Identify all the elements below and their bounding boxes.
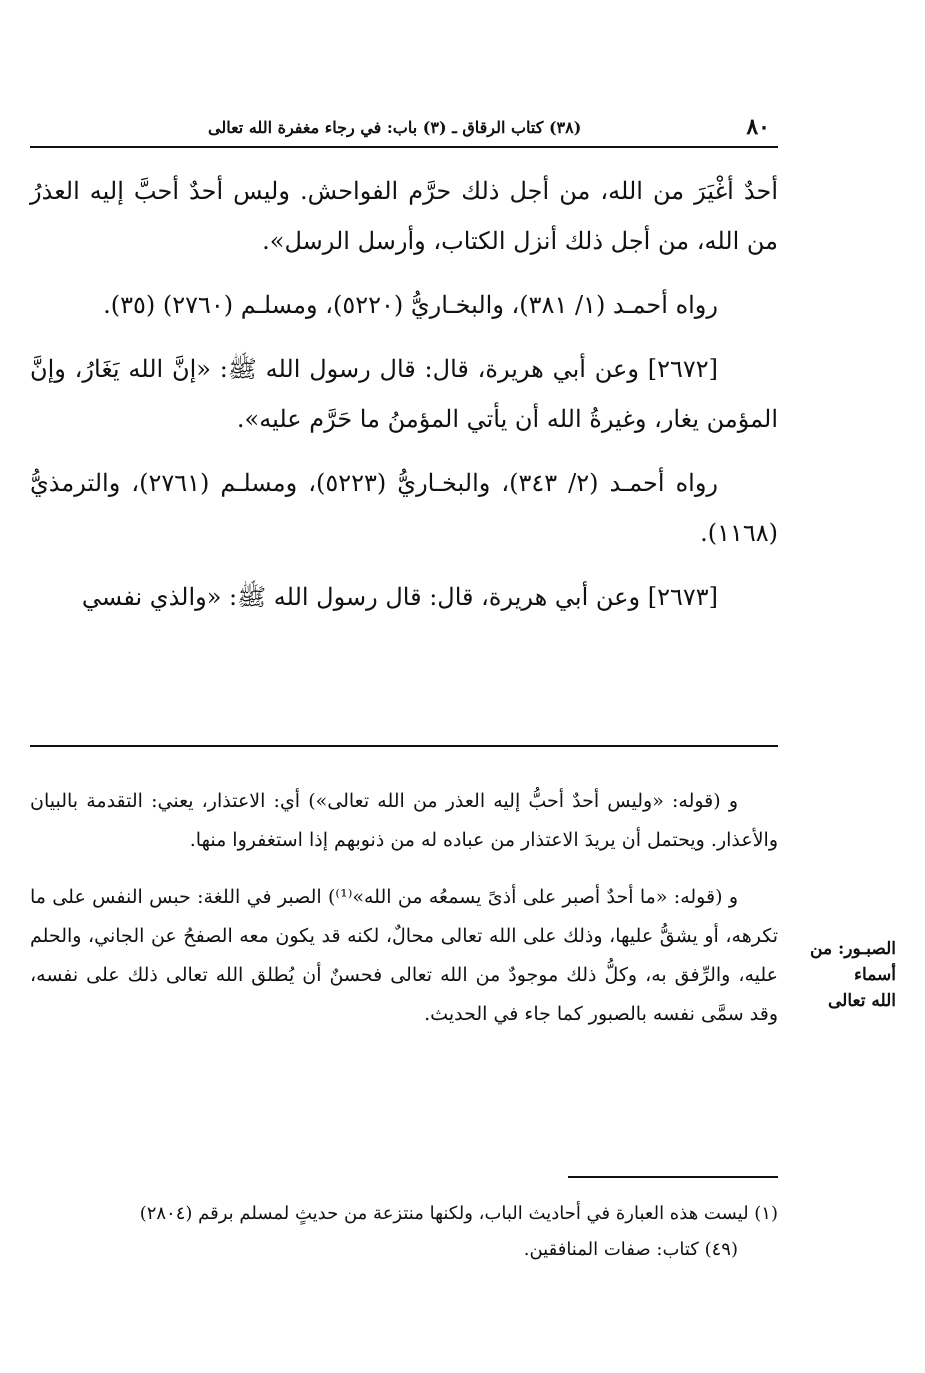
main-commentary-divider: [30, 745, 778, 747]
hadith-text-continued: أحدٌ أغْيَرَ من الله، من أجل ذلك حرَّم الفواحش. وليس أحدٌ أحبَّ إليه العذرُ من الله، من أجل ذلك أنزل الكتاب، وأرسل الرسل».: [30, 177, 778, 255]
commentary-paragraph: و (قوله: «وليس أحدٌ أحبُّ إليه العذر من الله تعالى») أي: الاعتذار، يعني: التقدمة بالبيان والأعذار. ويحتمل أن يريدَ الاعتذار من عباده له من ذنوبهم إذا استغفروا منها.: [30, 790, 778, 851]
hadith-source: رواه أحمـد (٢/ ٣٤٣)، والبخـاريُّ (٥٢٢٣)، ومسلـم (٢٧٦١)، والترمذيُّ (١١٦٨).: [30, 469, 778, 547]
hadith-source: رواه أحمـد (١/ ٣٨١)، والبخـاريُّ (٥٢٢٠)، ومسلـم (٢٧٦٠) (٣٥).: [103, 291, 718, 319]
footnote: [30, 1196, 778, 1268]
hadith-2673: [٢٦٧٣] وعن أبي هريرة، قال: قال رسول الله ﷺ: «والذي نفسي: [81, 583, 718, 611]
footnote-line: (١) ليست هذه العبارة في أحاديث الباب، ولكنها منتزعة من حديثٍ لمسلم برقم (٢٨٠٤): [139, 1203, 778, 1224]
commentary-text: [30, 782, 778, 1052]
main-text: [30, 166, 778, 636]
footnote-divider: [568, 1176, 778, 1178]
hadith-2672: [٢٦٧٢] وعن أبي هريرة، قال: قال رسول الله ﷺ: «إنَّ الله يَغَارُ، وإنَّ المؤمن يغار، وغيرةُ الله أن يأتي المؤمنُ ما حَرَّم عليه».: [30, 355, 778, 433]
footnote-line: (٤٩) كتاب: صفات المنافقين.: [523, 1239, 738, 1260]
margin-note: [796, 936, 896, 1014]
running-title: (٣٨) كتاب الرقاق ـ (٣) باب: في رجاء مغفرة الله تعالى: [208, 118, 582, 137]
commentary-paragraph: و (قوله: «ما أحدٌ أصبر على أذىً يسمعُه من الله»⁽¹⁾) الصبر في اللغة: حبس النفس على ما تكرهه، أو يشقُّ عليها، وذلك على الله تعالى محالٌ، لكنه قد يكون معه الصفحُ عن الجاني، والحلم عليه، والرِّفق به، وكلُّ ذلك موجودٌ من الله تعالى فحسنٌ أن يُطلق الله تعالى ذلك على نفسه، وقد سمَّى نفسه بالصبور كما جاء في الحديث.: [30, 886, 778, 1025]
margin-note-line: الله تعالى: [827, 991, 896, 1011]
page-number: ٨٠: [746, 114, 770, 140]
margin-note-line: أسماء: [854, 965, 896, 985]
margin-note-line: الصبـور: من: [810, 939, 896, 959]
page-header: [30, 112, 778, 148]
